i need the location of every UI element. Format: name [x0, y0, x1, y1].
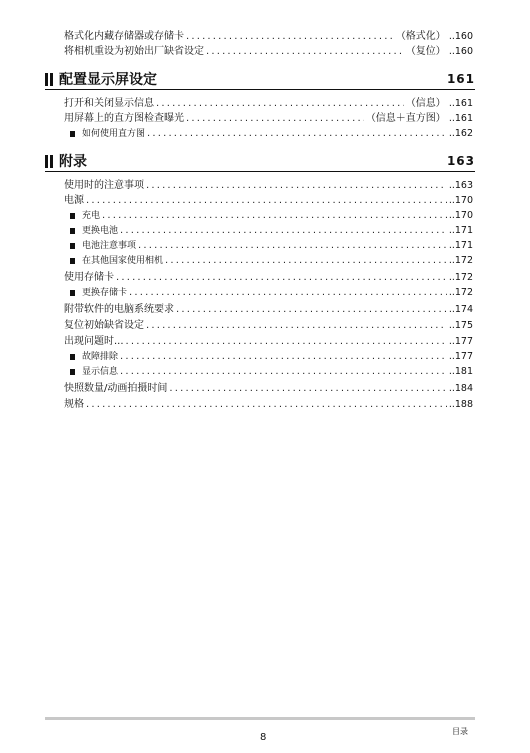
entry-page: ..171	[448, 240, 473, 251]
leader-dots	[146, 319, 447, 333]
entry-page: ..163	[448, 180, 473, 191]
section-divider	[45, 89, 475, 90]
entry-page: ..175	[448, 320, 473, 331]
bullet-icon	[70, 131, 75, 137]
entry-label: 更换存储卡	[82, 288, 128, 298]
entry-page: ..161	[448, 98, 473, 109]
entry-label: 使用存储卡	[64, 272, 114, 283]
entry-label: 显示信息	[82, 367, 119, 377]
entry-page: ..181	[448, 366, 473, 377]
bullet-icon	[70, 228, 75, 234]
entry-label: 出现问题时...	[64, 336, 124, 347]
entry-page: ..171	[448, 225, 473, 236]
toc-subentry[interactable]	[70, 209, 473, 223]
entry-label: 将相机重设为初始出厂缺省设定	[64, 46, 204, 57]
entry-page: ..172	[448, 287, 473, 298]
leader-dots	[86, 194, 447, 208]
entry-label: 用屏幕上的直方图检查曝光	[64, 113, 184, 124]
leader-dots	[102, 209, 447, 223]
leader-dots	[120, 350, 447, 364]
leader-dots	[138, 239, 447, 253]
entry-page: ..161	[448, 113, 473, 124]
leader-dots	[156, 97, 404, 111]
footer-divider	[45, 717, 475, 720]
entry-suffix: （信息）	[405, 98, 446, 109]
entry-page: ..172	[448, 255, 473, 266]
entry-suffix: （信息＋直方图）	[365, 113, 446, 124]
entry-page: ..162	[448, 128, 473, 139]
bullet-icon	[70, 354, 75, 360]
leader-dots	[165, 254, 447, 268]
toc-entry[interactable]	[64, 30, 473, 44]
entry-label: 电源	[64, 195, 84, 206]
toc-subentry[interactable]	[70, 224, 473, 238]
footer-page-number: 8	[260, 732, 267, 743]
bullet-icon	[70, 369, 75, 375]
entry-label: 如何使用直方图	[82, 129, 146, 139]
toc-entry[interactable]	[64, 271, 473, 285]
toc-subentry[interactable]	[70, 127, 473, 141]
section-marker-icon	[50, 155, 53, 168]
toc-entry[interactable]	[64, 45, 473, 59]
leader-dots	[86, 398, 447, 412]
entry-page: ..170	[448, 195, 473, 206]
entry-label: 打开和关闭显示信息	[64, 98, 154, 109]
leader-dots	[120, 224, 447, 238]
toc-subentry[interactable]	[70, 239, 473, 253]
section-marker-icon	[45, 73, 48, 86]
toc-entry[interactable]	[64, 97, 473, 111]
section-heading-appendix[interactable]	[45, 152, 475, 170]
bullet-icon	[70, 258, 75, 264]
entry-label: 充电	[82, 211, 101, 221]
section-heading-display[interactable]	[45, 70, 475, 88]
section-title: 配置显示屏设定	[59, 72, 157, 88]
toc-entry[interactable]	[64, 319, 473, 333]
toc-subentry[interactable]	[70, 254, 473, 268]
leader-dots	[129, 286, 447, 300]
entry-page: ..177	[448, 351, 473, 362]
bullet-icon	[70, 243, 75, 249]
toc-entry[interactable]	[64, 112, 473, 126]
toc-entry[interactable]	[64, 194, 473, 208]
bullet-icon	[70, 213, 75, 219]
entry-label: 电池注意事项	[82, 241, 137, 251]
leader-dots	[146, 179, 447, 193]
entry-label: 更换电池	[82, 226, 119, 236]
entry-page: ..174	[448, 304, 473, 315]
leader-dots	[169, 382, 446, 396]
leader-dots	[176, 303, 447, 317]
entry-label: 快照数量/动画拍摄时间	[64, 383, 168, 394]
toc-subentry[interactable]	[70, 365, 473, 379]
entry-page: ..170	[448, 210, 473, 221]
leader-dots	[186, 30, 394, 44]
leader-dots	[186, 112, 364, 126]
section-divider	[45, 171, 475, 172]
toc-entry[interactable]	[64, 335, 473, 349]
entry-label: 故障排除	[82, 352, 119, 362]
entry-label: 格式化内藏存储器或存储卡	[64, 31, 184, 42]
leader-dots	[206, 45, 404, 59]
entry-suffix: （格式化）	[395, 31, 446, 42]
entry-page: ..188	[448, 399, 473, 410]
entry-label: 使用时的注意事项	[64, 180, 144, 191]
section-marker-icon	[45, 155, 48, 168]
entry-label: 附带软件的电脑系统要求	[64, 304, 174, 315]
entry-page: ..184	[448, 383, 473, 394]
footer-label: 目录	[452, 727, 468, 736]
section-marker-icon	[50, 73, 53, 86]
leader-dots	[126, 335, 447, 349]
toc-entry[interactable]	[64, 303, 473, 317]
entry-page: ..160	[448, 46, 473, 57]
leader-dots	[116, 271, 447, 285]
leader-dots	[120, 365, 447, 379]
entry-label: 复位初始缺省设定	[64, 320, 144, 331]
toc-subentry[interactable]	[70, 350, 473, 364]
entry-page: ..160	[448, 31, 473, 42]
entry-label: 规格	[64, 399, 84, 410]
entry-label: 在其他国家使用相机	[82, 256, 164, 266]
toc-entry[interactable]	[64, 382, 473, 396]
entry-page: ..172	[448, 272, 473, 283]
toc-entry[interactable]	[64, 398, 473, 412]
toc-subentry[interactable]	[70, 286, 473, 300]
section-page: 163	[446, 154, 475, 168]
section-title: 附录	[59, 154, 87, 170]
entry-suffix: （复位）	[405, 46, 446, 57]
leader-dots	[147, 127, 447, 141]
section-page: 161	[446, 72, 475, 86]
entry-page: ..177	[448, 336, 473, 347]
toc-entry[interactable]	[64, 179, 473, 193]
bullet-icon	[70, 290, 75, 296]
